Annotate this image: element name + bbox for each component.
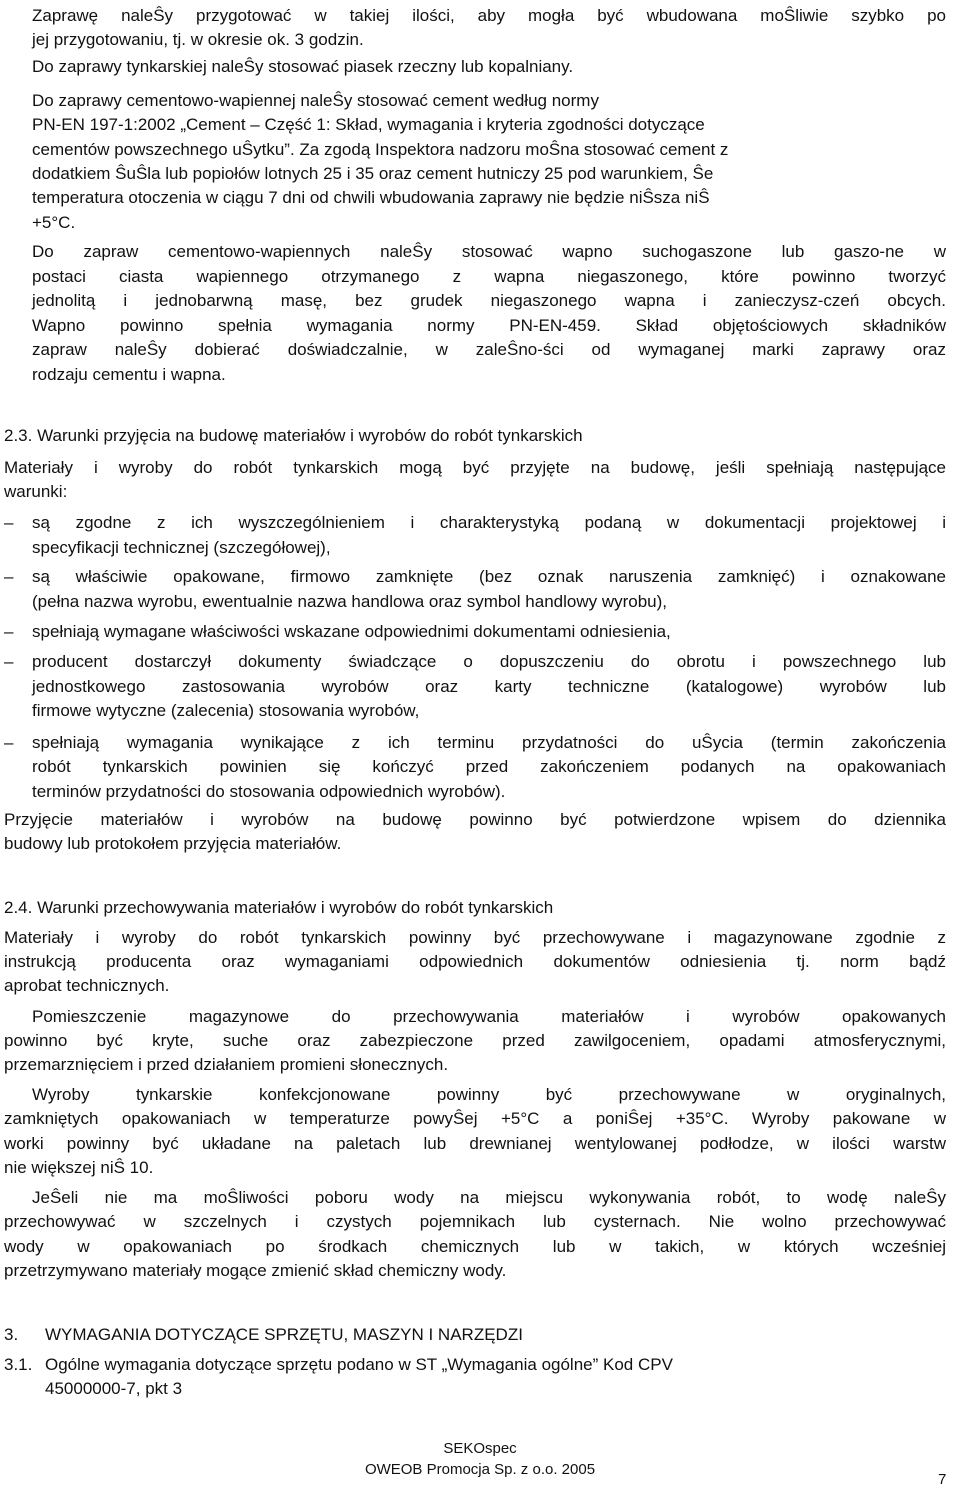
- paragraph-line: instrukcją producenta oraz wymaganiami odpowiednich dokumentów odniesienia tj. norm bądź: [4, 952, 946, 971]
- list-dash: –: [4, 567, 14, 586]
- list-item: (pełna nazwa wyrobu, ewentualnie nazwa handlowa oraz symbol handlowy wyrobu),: [32, 592, 668, 611]
- list-item: robót tynkarskich powinien się kończyć przed zakończeniem podanych na opakowaniach: [32, 757, 946, 776]
- footer-title: SEKOspec: [443, 1440, 517, 1457]
- paragraph-line: jej przygotowaniu, tj. w okresie ok. 3 godzin.: [32, 30, 364, 49]
- paragraph-line: Pomieszczenie magazynowe do przechowywania materiałów i wyrobów opakowanych: [32, 1007, 946, 1026]
- list-item: spełniają wymagane właściwości wskazane odpowiednimi dokumentami odniesienia,: [32, 622, 671, 641]
- list-item: specyfikacji technicznej (szczegółowej),: [32, 538, 331, 557]
- paragraph-line: nie większej niŜ 10.: [4, 1158, 154, 1177]
- paragraph-line: przetrzymywano materiały mogące zmienić skład chemiczny wody.: [4, 1261, 507, 1280]
- paragraph-line: rodzaju cementu i wapna.: [32, 365, 226, 384]
- paragraph-line: dodatkiem ŜuŜla lub popiołów lotnych 25 i 35 oraz cement hutniczy 25 pod warunkiem, Ŝe: [32, 164, 714, 183]
- list-item: są właściwie opakowane, firmowo zamknięte (bez oznak naruszenia zamknięć) i oznakowane: [32, 567, 946, 586]
- section-heading: 2.3. Warunki przyjęcia na budowę materiałów i wyrobów do robót tynkarskich: [4, 426, 583, 445]
- page-number: 7: [938, 1471, 947, 1488]
- paragraph-line: wody w opakowaniach po środkach chemicznych lub w takich, w których wcześniej: [4, 1237, 946, 1256]
- list-item: spełniają wymagania wynikające z ich terminu przydatności do uŜycia (termin zakończenia: [32, 733, 946, 752]
- paragraph-line: +5°C.: [32, 213, 76, 232]
- paragraph-line: Wyroby tynkarskie konfekcjonowane powinny być przechowywane w oryginalnych,: [32, 1085, 946, 1104]
- paragraph-line: budowy lub protokołem przyjęcia materiałów.: [4, 834, 342, 853]
- paragraph-line: zamkniętych opakowaniach w temperaturze powyŜej +5°C a poniŜej +35°C. Wyroby pakowane w: [4, 1109, 946, 1128]
- section-heading: 2.4. Warunki przechowywania materiałów i wyrobów do robót tynkarskich: [4, 898, 554, 917]
- paragraph-line: Materiały i wyroby do robót tynkarskich powinny być przechowywane i magazynowane zgodnie z: [4, 928, 946, 947]
- list-dash: –: [4, 652, 14, 671]
- section-heading: WYMAGANIA DOTYCZĄCE SPRZĘTU, MASZYN I NARZĘDZI: [45, 1325, 523, 1344]
- paragraph-line: Ogólne wymagania dotyczące sprzętu podano w ST „Wymagania ogólne” Kod CPV: [45, 1355, 673, 1374]
- paragraph-line: zapraw naleŜy dobierać doświadczalnie, w zaleŜno-ści od wymaganej marki zaprawy oraz: [32, 340, 946, 359]
- paragraph-line: Do zapraw cementowo-wapiennych naleŜy stosować wapno suchogaszone lub gaszo-ne w: [32, 242, 946, 261]
- paragraph-line: JeŜeli nie ma moŜliwości poboru wody na miejscu wykonywania robót, to wodę naleŜy: [32, 1188, 946, 1207]
- paragraph-line: Wapno powinno spełnia wymagania normy PN-EN-459. Skład objętościowych składników: [32, 316, 946, 335]
- footer-company: OWEOB Promocja Sp. z o.o. 2005: [364, 1461, 596, 1478]
- paragraph-line: przemarznięciem i przed działaniem promieni słonecznych.: [4, 1055, 449, 1074]
- paragraph-line: Materiały i wyroby do robót tynkarskich mogą być przyjęte na budowę, jeśli spełniają następujące: [4, 458, 946, 477]
- list-item: jednostkowego zastosowania wyrobów oraz karty techniczne (katalogowe) wyrobów lub: [32, 677, 946, 696]
- list-item: są zgodne z ich wyszczególnieniem i charakterystyką podaną w dokumentacji projektowej i: [32, 513, 946, 532]
- paragraph-line: Do zaprawy cementowo-wapiennej naleŜy stosować cement według normy: [32, 91, 599, 110]
- list-item: terminów przydatności do stosowania odpowiednich wyrobów).: [32, 782, 506, 801]
- list-item: producent dostarczył dokumenty świadczące o dopuszczeniu do obrotu i powszechnego lub: [32, 652, 946, 671]
- paragraph-line: temperatura otoczenia w ciągu 7 dni od chwili wbudowania zaprawy nie będzie niŜsza niŜ: [32, 188, 710, 207]
- paragraph-line: Zaprawę naleŜy przygotować w takiej ilości, aby mogła być wbudowana moŜliwie szybko po: [32, 6, 946, 25]
- paragraph-line: 45000000-7, pkt 3: [45, 1379, 183, 1398]
- paragraph-line: worki powinny być układane na paletach lub drewnianej wentylowanej podłodze, w ilości warstw: [4, 1134, 946, 1153]
- paragraph-line: PN-EN 197-1:2002 „Cement – Część 1: Skład, wymagania i kryteria zgodności dotyczące: [32, 115, 705, 134]
- list-dash: –: [4, 513, 14, 532]
- subsection-number: 3.1.: [4, 1355, 33, 1374]
- paragraph-line: Do zaprawy tynkarskiej naleŜy stosować piasek rzeczny lub kopalniany.: [32, 57, 574, 76]
- list-item: firmowe wytyczne (zalecenia) stosowania wyrobów,: [32, 701, 420, 720]
- paragraph-line: cementów powszechnego uŜytku”. Za zgodą Inspektora nadzoru moŜna stosować cement z: [32, 140, 729, 159]
- paragraph-line: Przyjęcie materiałów i wyrobów na budowę powinno być potwierdzone wpisem do dziennika: [4, 810, 946, 829]
- paragraph-line: warunki:: [4, 482, 68, 501]
- list-dash: –: [4, 622, 14, 641]
- paragraph-line: aprobat technicznych.: [4, 976, 170, 995]
- paragraph-line: jednolitą i jednobarwną masę, bez grudek niegaszonego wapna i zanieczysz-czeń obcych.: [32, 291, 946, 310]
- paragraph-line: przechowywać w szczelnych i czystych pojemnikach lub cysternach. Nie wolno przechowywać: [4, 1212, 946, 1231]
- paragraph-line: powinno być kryte, suche oraz zabezpieczone przed zawilgoceniem, opadami atmosferycznymi,: [4, 1031, 946, 1050]
- list-dash: –: [4, 733, 14, 752]
- section-number: 3.: [4, 1325, 19, 1344]
- paragraph-line: postaci ciasta wapiennego otrzymanego z wapna niegaszonego, które powinno tworzyć: [32, 267, 946, 286]
